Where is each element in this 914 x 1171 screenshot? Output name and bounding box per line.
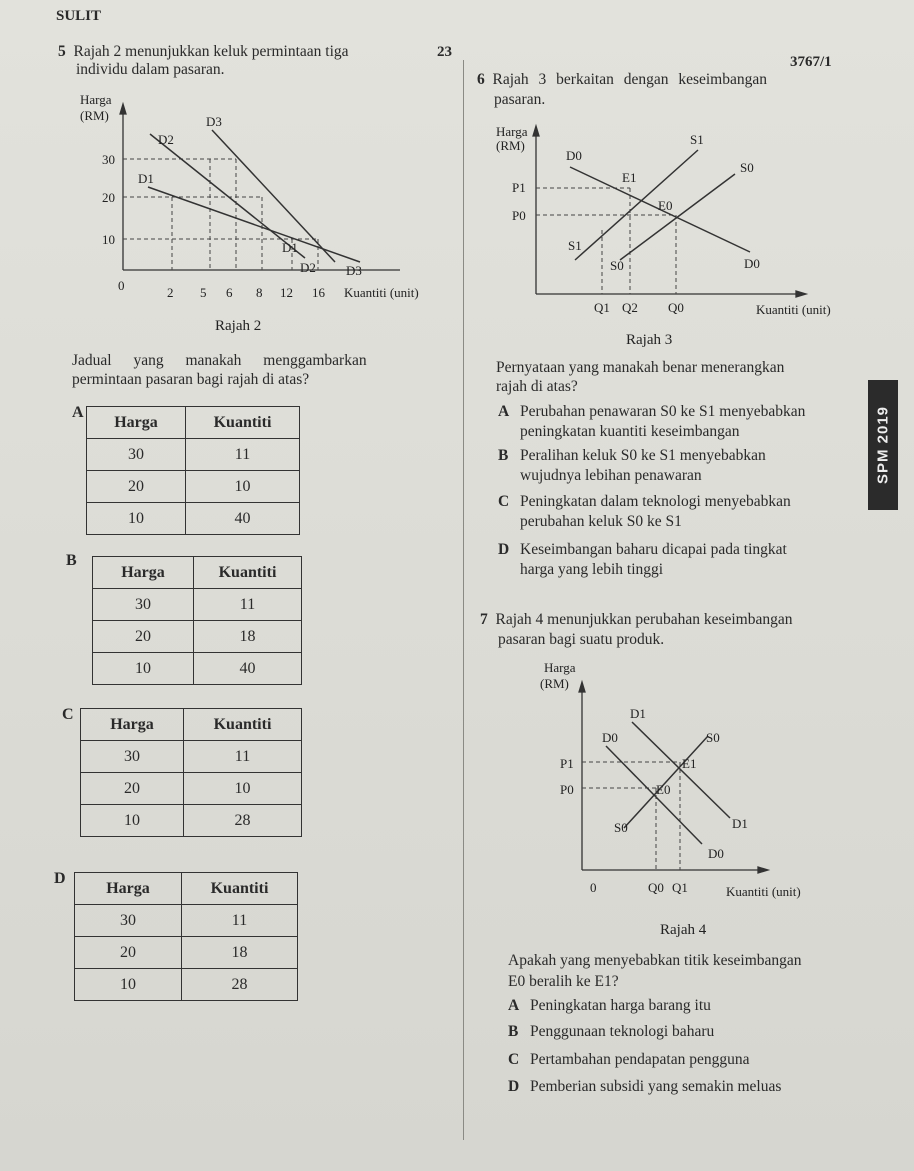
q7-label-d0-end: D0 xyxy=(708,846,724,861)
q7-label-d1-end: D1 xyxy=(732,816,748,831)
q5-ytick-10: 10 xyxy=(102,232,115,247)
table-row: 20 18 xyxy=(93,621,302,653)
q7-ylabel2: (RM) xyxy=(540,676,569,691)
q5-y-arrow xyxy=(120,104,126,114)
q7-label-s0-low: S0 xyxy=(614,820,628,835)
q5-option-b-letter[interactable]: B xyxy=(66,552,77,569)
column-divider xyxy=(463,60,464,1140)
q7-ylabel1: Harga xyxy=(544,662,576,675)
q6-ask-line2: rajah di atas? xyxy=(496,378,578,395)
q5-option-c-table: Harga Kuantiti 30 11 20 10 10 28 xyxy=(80,708,302,837)
q5-label-d2: D2 xyxy=(158,132,174,147)
q6-ylabel1: Harga xyxy=(496,124,528,139)
q5-option-a-letter[interactable]: A xyxy=(72,404,84,421)
q7-stem-line2: pasaran bagi suatu produk. xyxy=(498,631,665,648)
q6-label-d0-end: D0 xyxy=(744,256,760,271)
q6-label-s1-low: S1 xyxy=(568,238,582,253)
table-row: 20 10 xyxy=(81,773,302,805)
q7-label-p1: P1 xyxy=(560,756,574,771)
q5-curve-d1 xyxy=(148,187,360,262)
q7-guides xyxy=(582,762,680,870)
q7-ask-line1: Apakah yang menyebabkan titik keseimbangan xyxy=(508,952,802,969)
q5-ask-line2: permintaan pasaran bagi rajah di atas? xyxy=(72,371,310,388)
q5-label-d3: D3 xyxy=(206,114,222,129)
q7-label-e0: E0 xyxy=(656,782,671,797)
table-row: 20 10 xyxy=(87,471,300,503)
q5-xtick-0: 0 xyxy=(118,278,125,293)
q6-label-d0: D0 xyxy=(566,148,582,163)
q6-stem-line1: 6 Rajah 3 berkaitan dengan keseimbangan xyxy=(477,71,767,88)
q5-label-d1: D1 xyxy=(138,171,154,186)
q6-label-q1: Q1 xyxy=(594,300,610,315)
q6-guides xyxy=(536,188,676,294)
q5-option-d-letter[interactable]: D xyxy=(54,870,66,887)
q6-xlabel: Kuantiti (unit) xyxy=(756,302,831,317)
q5-option-c-letter[interactable]: C xyxy=(62,706,74,723)
table-row: 10 28 xyxy=(75,969,298,1001)
q5-caption: Rajah 2 xyxy=(215,318,262,334)
q5-xtick-12: 12 xyxy=(280,285,293,300)
q6-curve-s1 xyxy=(575,150,698,260)
q6-label-p0: P0 xyxy=(512,208,526,223)
q5-ask-line1: Jadual yang manakah menggambarkan xyxy=(72,352,367,369)
q6-caption: Rajah 3 xyxy=(626,332,673,348)
table-row: 30 11 xyxy=(93,589,302,621)
q7-label-d1: D1 xyxy=(630,706,646,721)
q5-curve-d3 xyxy=(212,130,335,262)
q7-label-e1: E1 xyxy=(682,756,697,771)
q7-label-d0: D0 xyxy=(602,730,618,745)
q5-option-a-table xyxy=(86,406,300,535)
q6-label-e1: E1 xyxy=(622,170,637,185)
q5-option-b-table: Harga Kuantiti 30 11 20 18 10 40 xyxy=(92,556,302,685)
q6-graph xyxy=(480,112,860,352)
q7-graph xyxy=(530,662,850,942)
q6-ask-line1: Pernyataan yang manakah benar menerangkan xyxy=(496,359,785,376)
q5-label-d3-end: D3 xyxy=(346,263,362,278)
q6-curve-s0 xyxy=(620,174,735,260)
q5-stem-line1: 5 Rajah 2 menunjukkan keluk permintaan tiga xyxy=(58,43,349,60)
header-sulit: SULIT xyxy=(56,8,102,24)
q5-ytick-20: 20 xyxy=(102,190,115,205)
q7-choice-b[interactable]: B Penggunaan teknologi baharu xyxy=(508,1023,715,1040)
q7-caption: Rajah 4 xyxy=(660,922,707,938)
table-row: 30 11 xyxy=(81,741,302,773)
spm-side-tab: SPM 2019 xyxy=(868,380,898,510)
table-row: 30 11 xyxy=(75,905,298,937)
q5-ytick-30: 30 xyxy=(102,152,115,167)
q5-xtick-8: 8 xyxy=(256,285,263,300)
q7-label-origin: 0 xyxy=(590,880,597,895)
table-row: 10 40 xyxy=(87,503,300,535)
table-row: 10 40 xyxy=(93,653,302,685)
q6-ylabel2: (RM) xyxy=(496,138,525,153)
q7-label-q0: Q0 xyxy=(648,880,664,895)
q5-label-d2-end: D2 xyxy=(300,260,316,275)
q6-label-q2: Q2 xyxy=(622,300,638,315)
q5-xtick-6: 6 xyxy=(226,285,233,300)
q7-choice-d[interactable]: D Pemberian subsidi yang semakin meluas xyxy=(508,1078,782,1095)
header-kuantiti: Kuantiti xyxy=(186,407,300,439)
paper-code: 3767/1 xyxy=(790,54,832,70)
q6-choice-b[interactable]: B Peralihan keluk S0 ke S1 menyebabkan wujudnya lebihan penawaran xyxy=(498,447,766,484)
q6-choice-c[interactable]: C Peningkatan dalam teknologi menyebabkan perubahan keluk S0 ke S1 xyxy=(498,493,791,530)
q5-xtick-2: 2 xyxy=(167,285,174,300)
q6-choice-a[interactable]: A Perubahan penawaran S0 ke S1 menyebabkan peningkatan kuantiti keseimbangan xyxy=(498,403,806,440)
header-harga: Harga xyxy=(87,407,186,439)
q5-graph xyxy=(60,90,460,340)
q5-option-d-table: Harga Kuantiti 30 11 20 18 10 28 xyxy=(74,872,298,1001)
q7-choice-a[interactable]: A Peningkatan harga barang itu xyxy=(508,997,711,1014)
q7-stem-line1: 7 Rajah 4 menunjukkan perubahan keseimbangan xyxy=(480,611,793,628)
q6-label-q0: Q0 xyxy=(668,300,684,315)
q6-label-s0-low: S0 xyxy=(610,258,624,273)
q5-stem-line2: individu dalam pasaran. xyxy=(76,61,225,78)
q7-ask-line2: E0 beralih ke E1? xyxy=(508,973,619,990)
q5-ylabel1: Harga xyxy=(80,92,112,107)
table-row: 20 18 xyxy=(75,937,298,969)
q5-xtick-5: 5 xyxy=(200,285,207,300)
page-number: 23 xyxy=(437,44,452,60)
q7-label-q1: Q1 xyxy=(672,880,688,895)
q7-choice-c[interactable]: C Pertambahan pendapatan pengguna xyxy=(508,1051,750,1068)
q5-ylabel2: (RM) xyxy=(80,108,109,123)
table-row: 10 28 xyxy=(81,805,302,837)
q5-xlabel: Kuantiti (unit) xyxy=(344,285,419,300)
q5-label-d1-end: D1 xyxy=(282,240,298,255)
q6-stem-line2: pasaran. xyxy=(494,91,546,108)
q6-label-p1: P1 xyxy=(512,180,526,195)
q6-label-e0: E0 xyxy=(658,198,673,213)
q6-label-s0: S0 xyxy=(740,160,754,175)
table-row: 30 11 xyxy=(87,439,300,471)
q7-label-s0: S0 xyxy=(706,730,720,745)
q5-xtick-16: 16 xyxy=(312,285,325,300)
q7-label-p0: P0 xyxy=(560,782,574,797)
q6-label-s1: S1 xyxy=(690,132,704,147)
q7-xlabel: Kuantiti (unit) xyxy=(726,884,801,899)
q6-choice-d[interactable]: D Keseimbangan baharu dicapai pada tingkat harga yang lebih tinggi xyxy=(498,541,787,578)
